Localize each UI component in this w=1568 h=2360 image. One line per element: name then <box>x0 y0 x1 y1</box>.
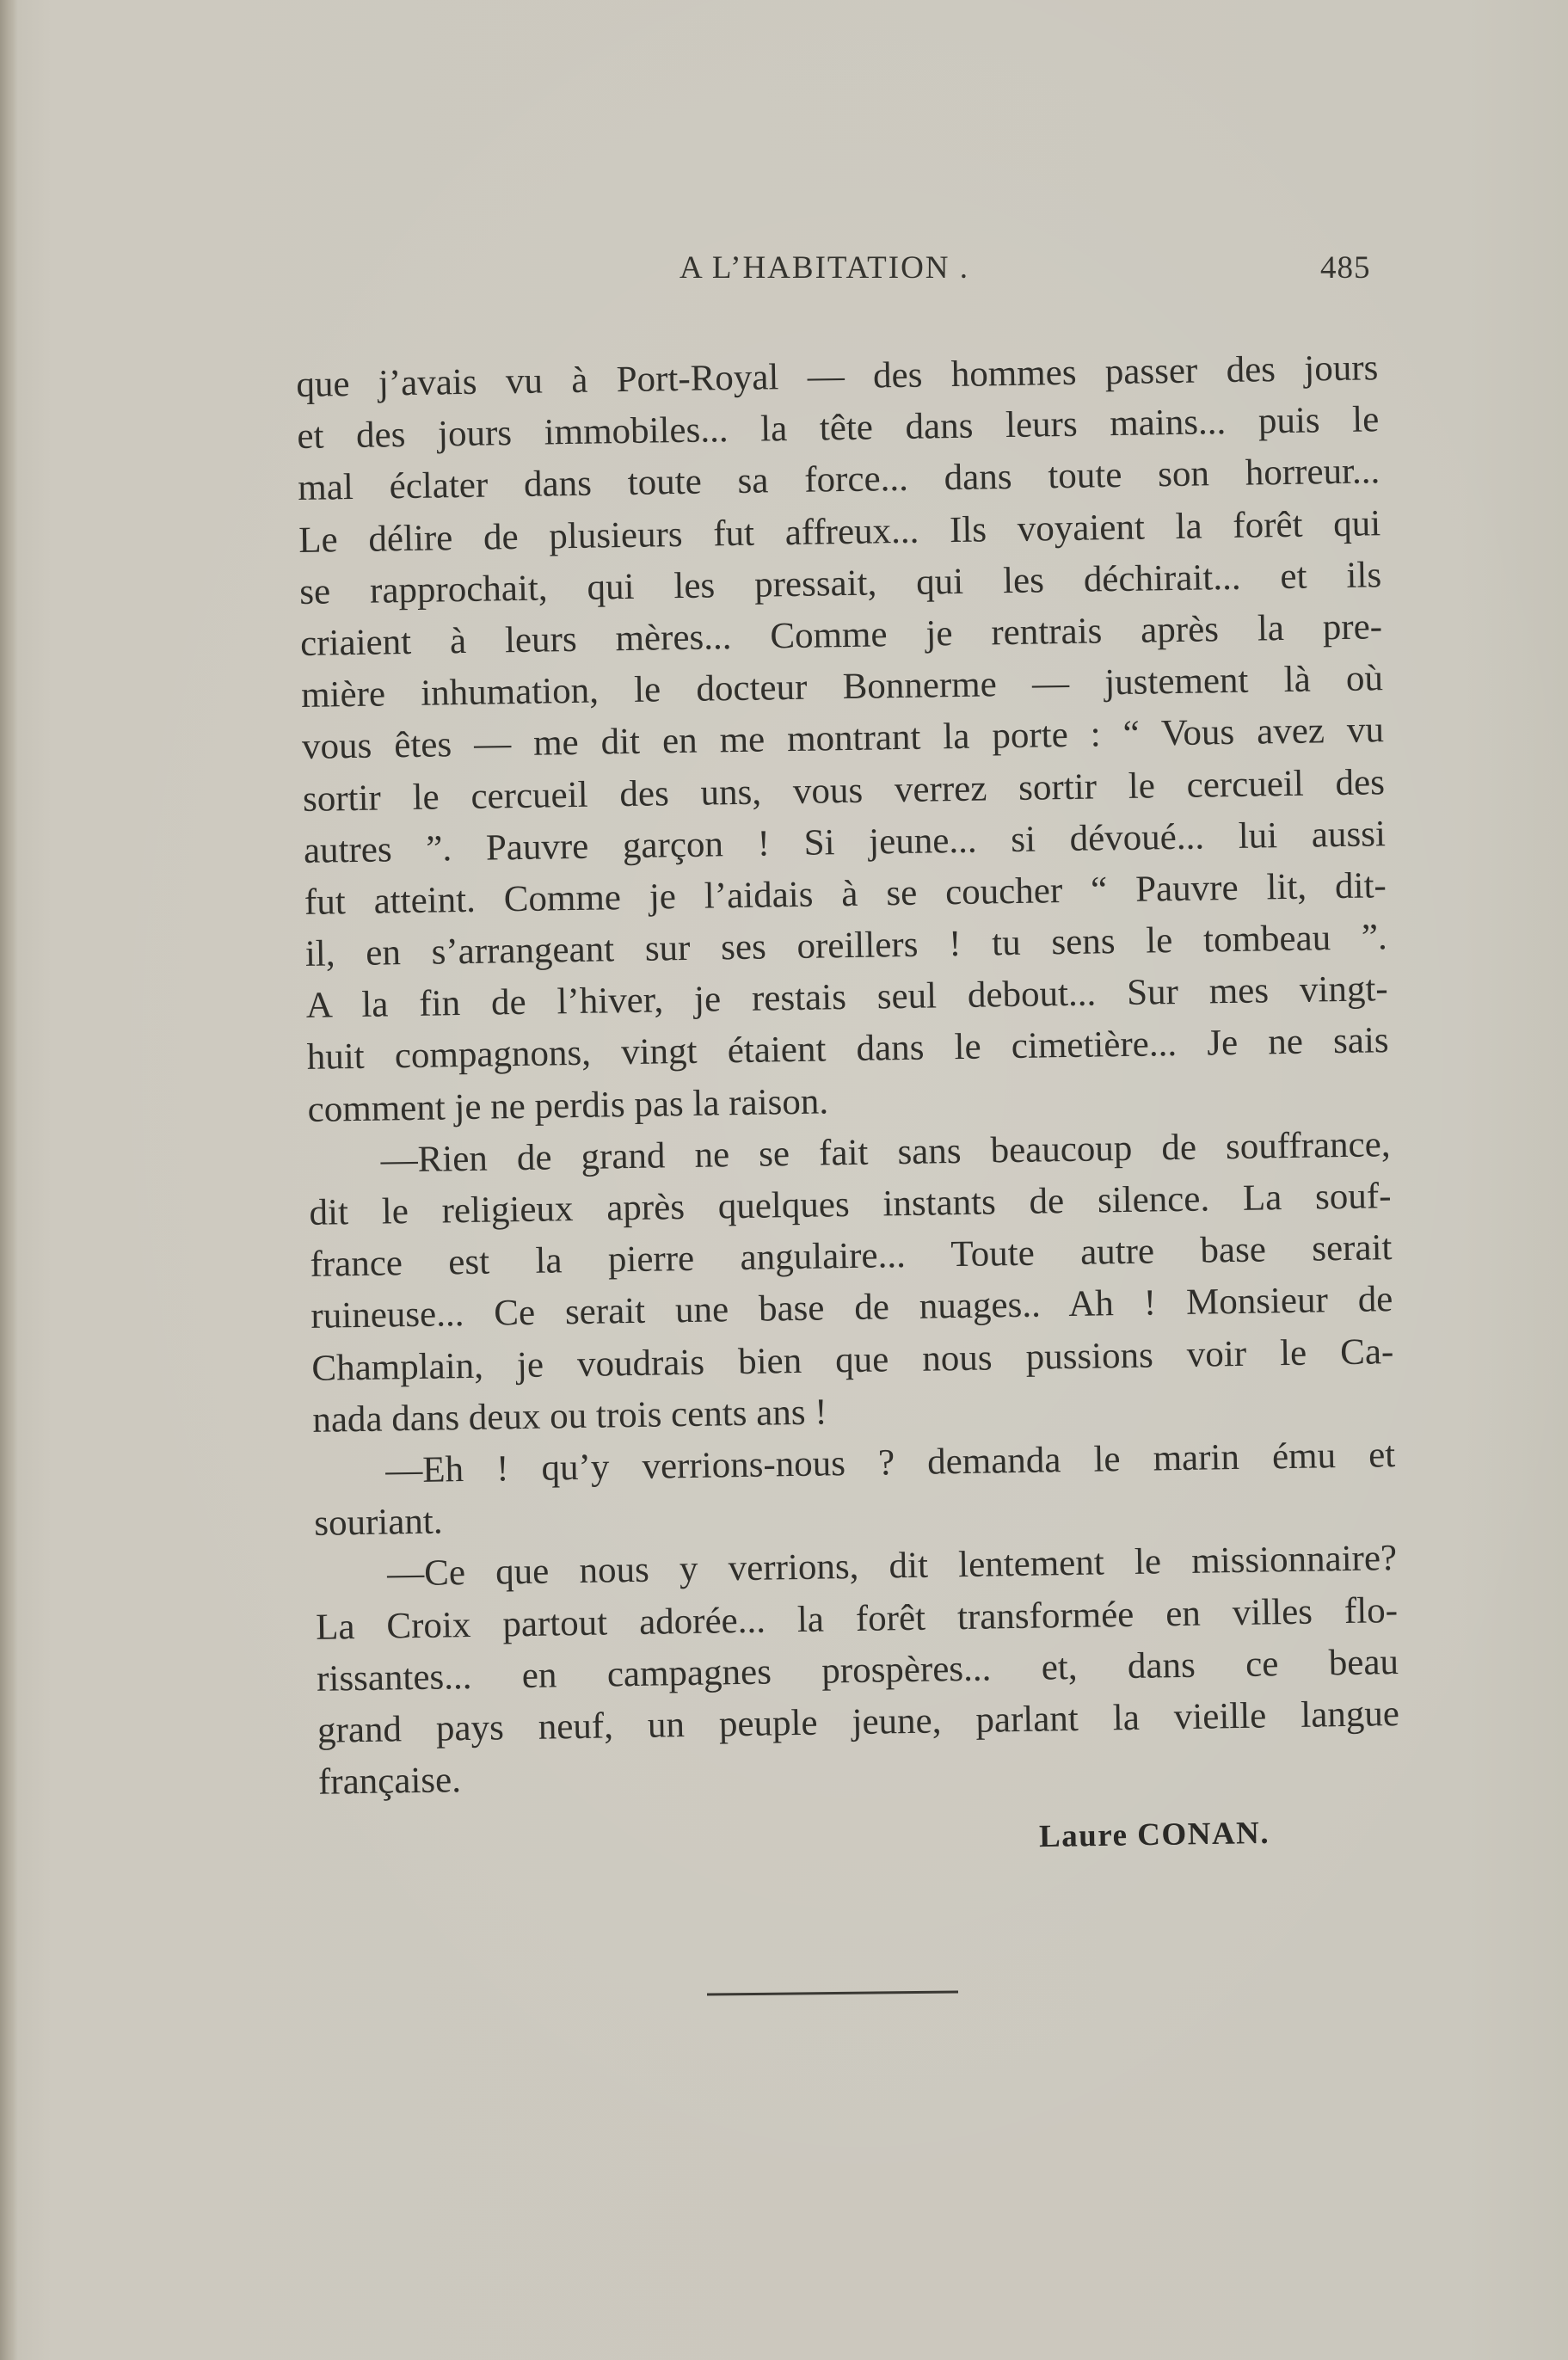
text-line: nada dans deux ou trois cents ans ! <box>312 1392 827 1441</box>
text-line: il, en s’arrangeant sur ses oreillers ! tu sens le tombeau ”. <box>304 917 1388 974</box>
text-line: française. <box>317 1760 462 1803</box>
end-rule-divider <box>707 1990 958 1995</box>
text-line: se rapprochait, qui les pressait, qui les déchirait... et ils <box>298 554 1382 612</box>
text-line: dit le religieux après quelques instants de silence. La souf- <box>309 1176 1392 1233</box>
text-line: mal éclater dans toute sa force... dans toute son horreur... <box>297 451 1380 509</box>
text-line: Champlain, je voudrais bien que nous pussions voir le Ca- <box>311 1331 1394 1389</box>
text-line: que j’avais vu à Port-Royal — des hommes passer des jours <box>296 347 1379 405</box>
text-line: La Croix partout adorée... la forêt transformée en villes flo- <box>315 1589 1399 1648</box>
body-text <box>296 342 1400 1809</box>
page-number: 485 <box>1320 250 1371 286</box>
text-line: —Eh ! qu’y verrions-nous ? demanda le marin ému et <box>384 1435 1396 1491</box>
text-line: Le délire de plusieurs fut affreux... Ils voyaient la forêt qui <box>298 502 1381 561</box>
text-line: ruineuse... Ce serait une base de nuages.. Ah ! Monsieur de <box>311 1279 1393 1337</box>
binding-edge <box>0 0 17 2360</box>
text-line: france est la pierre angulaire... Toute autre base serait <box>310 1227 1393 1286</box>
text-line: comment je ne perdis pas la raison. <box>307 1081 829 1130</box>
text-line: A la fin de l’hiver, je restais seul debout... Sur mes vingt- <box>305 968 1389 1027</box>
text-line: sortir le cercueil des uns, vous verrez sortir le cercueil des <box>302 761 1386 820</box>
text-line: grand pays neuf, un peuple jeune, parlant la vieille langue <box>317 1693 1400 1751</box>
text-line: mière inhumation, le docteur Bonnerme — justement là où <box>300 658 1384 716</box>
text-line: souriant. <box>313 1501 443 1544</box>
text-line: —Rien de grand ne se fait sans beaucoup de souffrance, <box>380 1123 1391 1181</box>
text-line: —Ce que nous y verrions, dit lentement le missionnaire? <box>386 1538 1398 1595</box>
text-line: criaient à leurs mères... Comme je rentrais après la pre- <box>299 606 1383 664</box>
text-line: et des jours immobiles... la tête dans leurs mains... puis le <box>297 399 1380 458</box>
text-line: rissantes... en campagnes prospères... et, dans ce beau <box>316 1641 1399 1699</box>
author-signature: Laure CONAN. <box>1038 1815 1270 1855</box>
text-line: vous êtes — me dit en me montrant la porte : “ Vous avez vu <box>301 710 1385 768</box>
running-title: A L’HABITATION . <box>679 250 970 286</box>
text-line: autres ”. Pauvre garçon ! Si jeune... si dévoué... lui aussi <box>303 813 1387 871</box>
text-line: fut atteint. Comme je l’aidais à se coucher “ Pauvre lit, dit- <box>304 865 1387 923</box>
text-line: huit compagnons, vingt étaient dans le cimetière... Je ne sais <box>306 1020 1389 1079</box>
